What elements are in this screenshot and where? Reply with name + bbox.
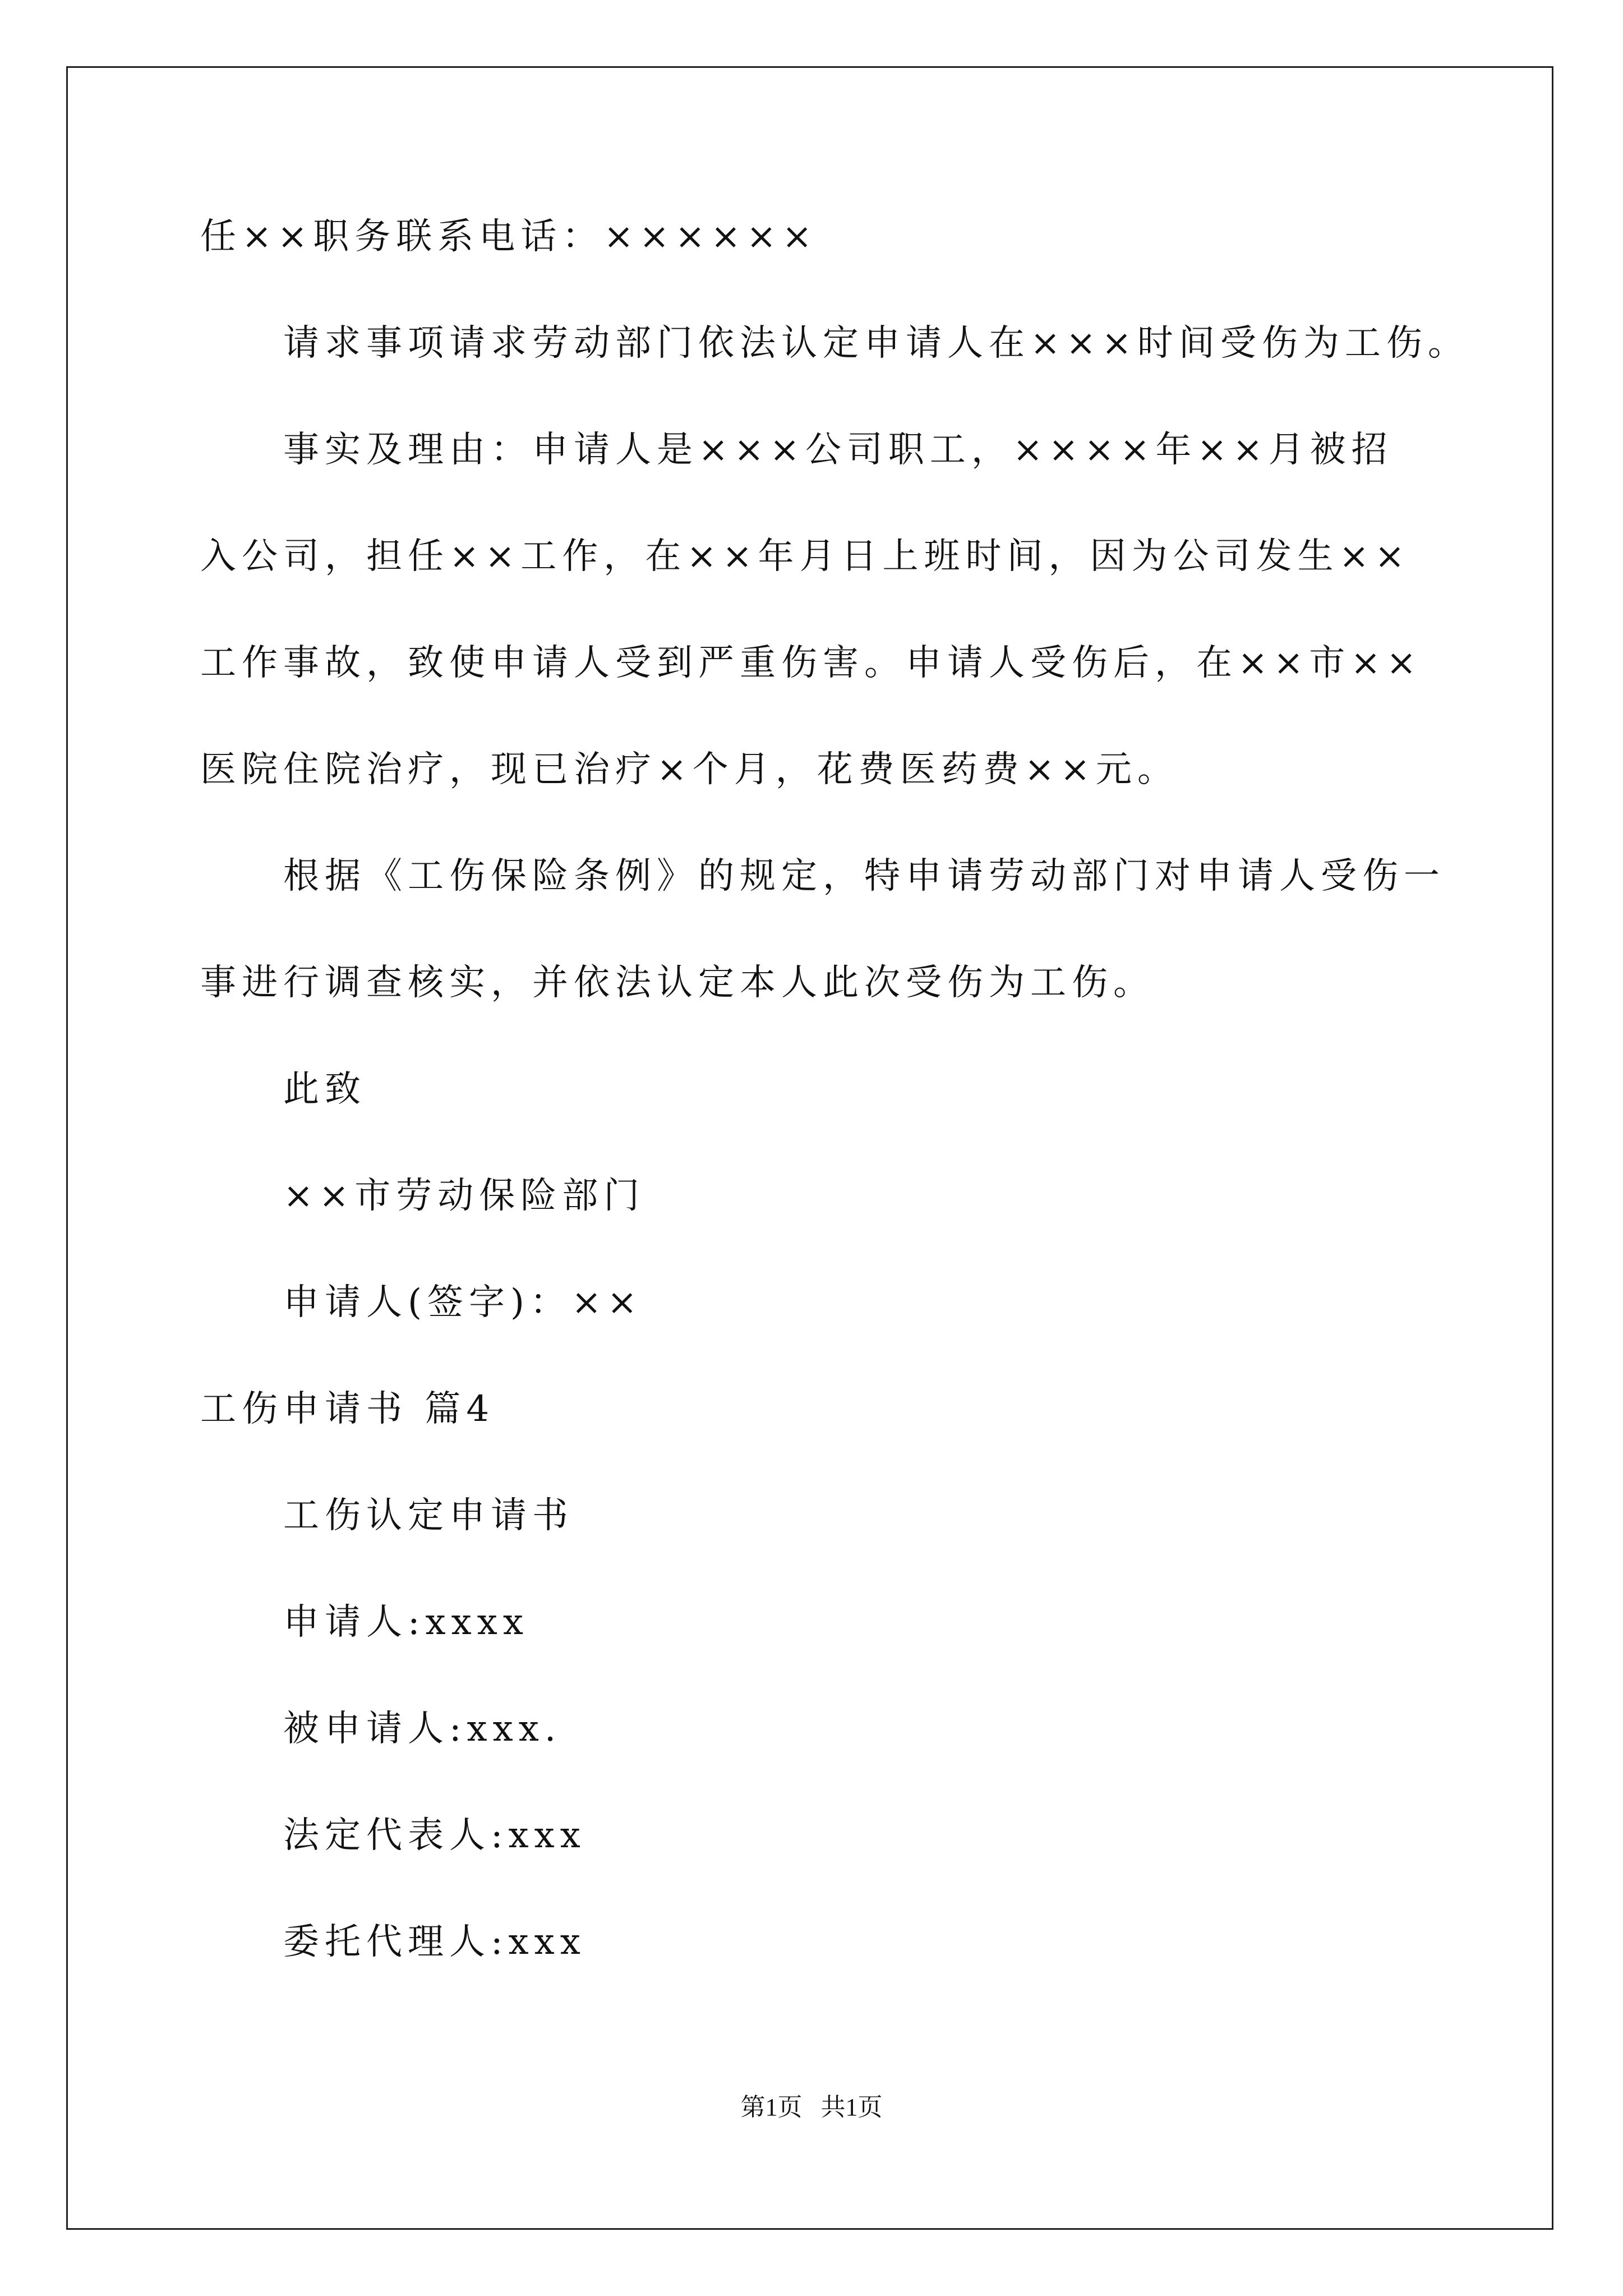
applicant-field: 申请人:xxxx — [283, 1602, 529, 1643]
facts-paragraph-line-4: 医院住院治疗，现已治疗×个月，花费医药费××元。 — [200, 749, 1179, 790]
request-paragraph: 请求事项请求劳动部门依法认定申请人在×××时间受伤为工伤。 — [283, 323, 1469, 364]
agent-field: 委托代理人:xxx — [283, 1921, 586, 1963]
applicant-signature: 申请人(签字)：×× — [283, 1282, 643, 1323]
legal-representative-field: 法定代表人:xxx — [283, 1815, 586, 1856]
facts-paragraph-line-2: 入公司，担任××工作，在××年月日上班时间，因为公司发生×× — [200, 536, 1410, 577]
basis-paragraph-line-2: 事进行调查核实，并依法认定本人此次受伤为工伤。 — [200, 962, 1155, 1004]
respondent-field: 被申请人:xxx. — [283, 1708, 562, 1750]
page-border — [66, 66, 1553, 2230]
basis-paragraph-line-1: 根据《工伤保险条例》的规定，特申请劳动部门对申请人受伤一 — [283, 855, 1445, 897]
page-number-footer: 第1页 共1页 — [740, 2093, 883, 2121]
facts-paragraph-line-1: 事实及理由：申请人是×××公司职工，××××年××月被招 — [283, 429, 1393, 471]
section-heading: 工伤申请书 篇4 — [200, 1388, 495, 1430]
facts-paragraph-line-3: 工作事故，致使申请人受到严重伤害。申请人受伤后，在××市×× — [200, 642, 1422, 684]
form-title: 工伤认定申请书 — [283, 1495, 574, 1536]
contact-line: 任××职务联系电话：×××××× — [200, 216, 818, 257]
salutation: 此致 — [283, 1069, 366, 1110]
recipient: ××市劳动保险部门 — [283, 1175, 645, 1217]
